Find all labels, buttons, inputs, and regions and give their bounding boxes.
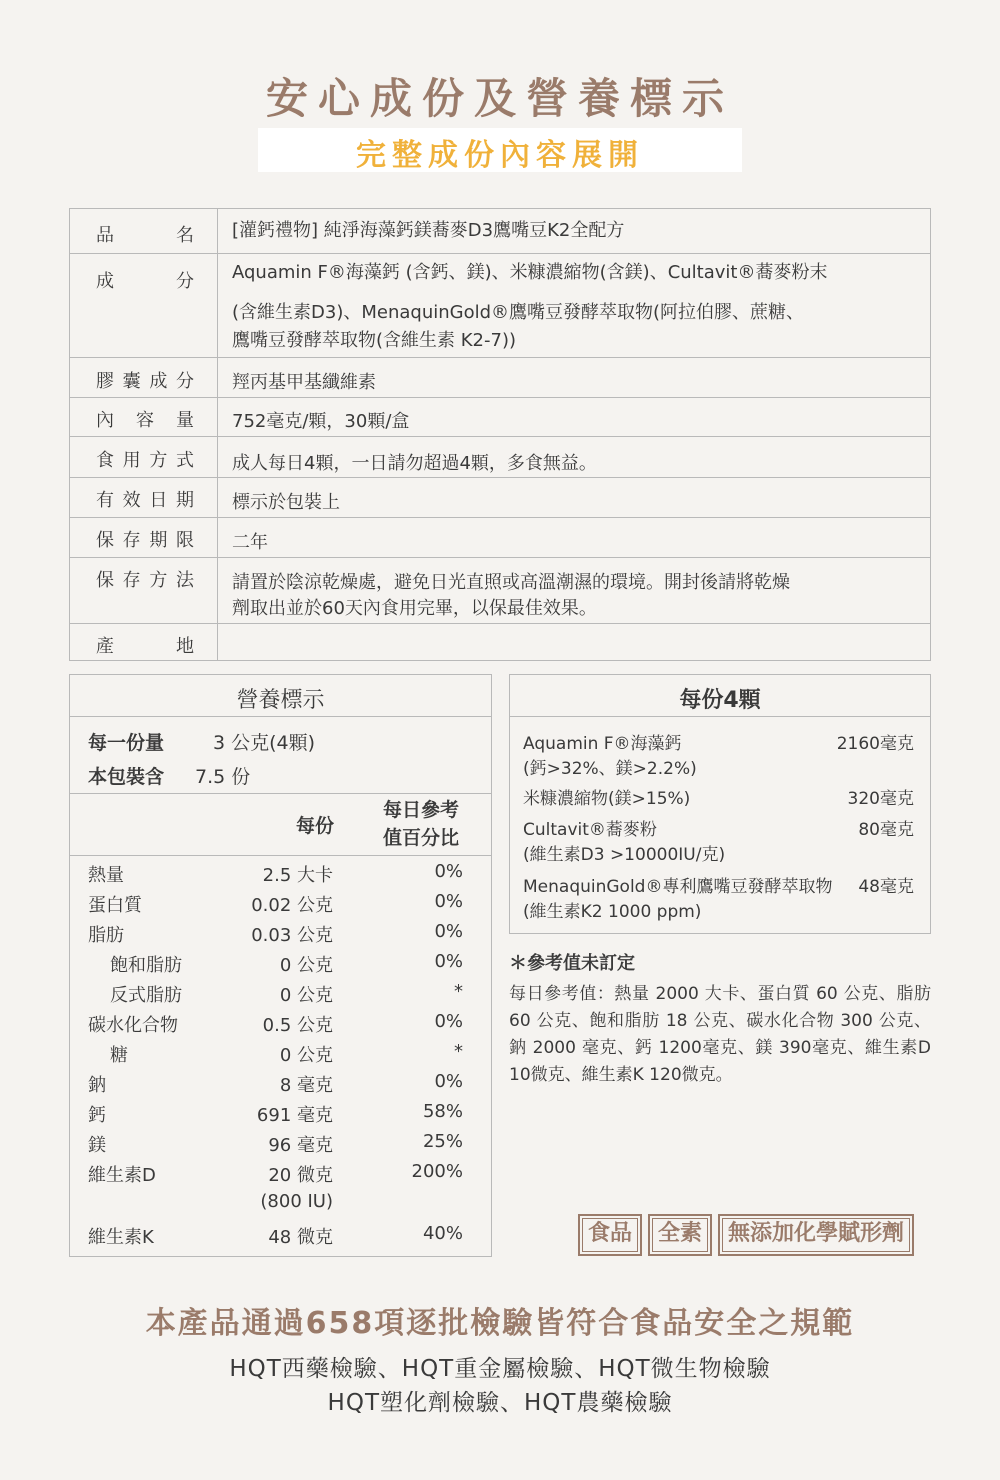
nutrient-pct: 200% xyxy=(411,1161,463,1182)
spec-divider xyxy=(217,209,218,660)
nutrient-name: 脂肪 xyxy=(88,925,124,946)
nutrient-value: 48 微克 xyxy=(268,1227,333,1248)
spec-value-expiry: 標示於包裝上 xyxy=(232,492,340,513)
servings-value: 7.5 份 xyxy=(195,766,251,788)
vegan-badge: 全素 xyxy=(648,1214,712,1256)
nutrient-name: 維生素D xyxy=(88,1165,156,1186)
serving-size-label: 每一份量 xyxy=(88,732,165,754)
nutrient-row xyxy=(70,921,491,951)
reference-note-title: ＊參考值未訂定 xyxy=(509,953,635,974)
col-per-serving: 每份 xyxy=(295,815,334,837)
nutrient-row xyxy=(70,1131,491,1161)
ingredient-amount: 48毫克 xyxy=(858,877,914,897)
ingredient-item xyxy=(523,787,918,812)
nutrient-name: 鈉 xyxy=(88,1075,106,1096)
nutrient-pct: 0% xyxy=(434,1071,463,1092)
ingredient-name: MenaquinGold®專利鷹嘴豆發酵萃取物 xyxy=(523,877,833,897)
nutrient-value: 0.03 公克 xyxy=(251,925,333,946)
reference-note-body: 每日參考值：熱量 2000 大卡、蛋白質 60 公克、脂肪 60 公克、飽和脂肪 18 公克、碳水化合物 300 公克、鈉 2000 毫克、鈣 1200毫克、鎂 390毫克、維生素D 10微克、維生素K 120微克。 xyxy=(509,984,931,1085)
ingredient-amount: 80毫克 xyxy=(858,820,914,840)
spec-label-capsule: 膠囊成分 xyxy=(96,371,194,392)
reference-note xyxy=(509,950,931,1089)
spec-label-shelf-life: 保存期限 xyxy=(96,530,194,551)
no-additive-badge: 無添加化學賦形劑 xyxy=(718,1214,914,1256)
spec-value-ingredients-2: (含維生素D3)、MenaquinGold®鷹嘴豆發酵萃取物(阿拉伯膠、蔗糖、 xyxy=(232,302,805,323)
nutrient-pct: 0% xyxy=(434,921,463,942)
nutrient-name: 糖 xyxy=(110,1045,128,1066)
nutrient-pct: * xyxy=(454,981,463,1002)
ingredient-name: Cultavit®蕎麥粉 xyxy=(523,820,657,840)
spec-value-storage-2: 劑取出並於60天內食用完畢，以保最佳效果。 xyxy=(232,598,597,619)
food-badge: 食品 xyxy=(578,1214,642,1256)
spec-value-usage: 成人每日4顆，一日請勿超過4顆，多食無益。 xyxy=(232,453,597,474)
nutrient-name: 維生素K xyxy=(88,1227,154,1248)
spec-label-storage: 保存方法 xyxy=(96,570,194,591)
nutrient-name: 鎂 xyxy=(88,1135,106,1156)
col-daily-value-1: 每日參考 xyxy=(382,799,459,821)
nutrient-row xyxy=(70,861,491,891)
nutrient-value: 8 毫克 xyxy=(279,1075,333,1096)
ingredient-name: 米糠濃縮物(鎂>15%) xyxy=(523,789,691,809)
spec-label-origin: 產地 xyxy=(96,636,194,657)
nutrient-row xyxy=(70,1071,491,1101)
ingredient-item xyxy=(523,875,918,925)
spec-table xyxy=(69,208,931,661)
nutrient-row xyxy=(70,951,491,981)
nutrition-table xyxy=(69,674,492,1257)
badge-group xyxy=(578,1214,914,1256)
nutrient-name: 飽和脂肪 xyxy=(110,955,182,976)
nutrient-value: 691 毫克 xyxy=(256,1105,333,1126)
nutrient-row xyxy=(70,1191,491,1221)
nutrient-value: 0 公克 xyxy=(279,985,333,1006)
ingredient-amount: 2160毫克 xyxy=(836,734,914,754)
nutrient-row xyxy=(70,981,491,1011)
nutrient-name: 反式脂肪 xyxy=(110,985,182,1006)
spec-value-name: [灌鈣禮物] 純淨海藻鈣鎂蕎麥D3鷹嘴豆K2全配方 xyxy=(232,220,625,241)
nutrient-pct: 40% xyxy=(422,1223,463,1244)
ingredient-detail: (鈣>32%、鎂>2.2%) xyxy=(523,759,697,779)
nutrition-title: 營養標示 xyxy=(236,688,325,713)
col-daily-value-2: 值百分比 xyxy=(382,827,459,849)
nutrient-value: 96 毫克 xyxy=(268,1135,333,1156)
spec-value-shelf-life: 二年 xyxy=(232,532,268,553)
nutrient-pct: * xyxy=(454,1041,463,1062)
nutrient-row xyxy=(70,1041,491,1071)
spec-label-usage: 食用方式 xyxy=(96,450,194,471)
nutrient-name: 熱量 xyxy=(88,865,124,886)
spec-label-name: 品名 xyxy=(96,225,194,246)
nutrient-value: 2.5 大卡 xyxy=(262,865,333,886)
servings-label: 本包裝含 xyxy=(88,766,165,788)
spec-value-storage-1: 請置於陰涼乾燥處，避免日光直照或高溫潮濕的環境。開封後請將乾燥 xyxy=(232,572,790,593)
spec-value-capsule: 羥丙基甲基纖維素 xyxy=(232,372,376,393)
nutrient-name: 蛋白質 xyxy=(88,895,142,916)
serving-size-value: 3 公克(4顆) xyxy=(213,732,316,754)
nutrient-row xyxy=(70,1011,491,1041)
nutrient-row xyxy=(70,1223,491,1253)
ingredient-item xyxy=(523,818,918,868)
spec-value-ingredients-1: Aquamin F®海藻鈣 (含鈣、鎂)、米糠濃縮物(含鎂)、Cultavit®蕎麥粉末 xyxy=(232,262,828,283)
nutrient-row xyxy=(70,1161,491,1191)
nutrient-pct: 58% xyxy=(422,1101,463,1122)
spec-label-ingredients: 成分 xyxy=(96,271,194,292)
spec-value-content: 752毫克/顆，30顆/盒 xyxy=(232,411,410,432)
nutrient-value: 0.5 公克 xyxy=(262,1015,333,1036)
page-title: 安心成份及營養標示 xyxy=(265,74,734,123)
nutrient-pct: 25% xyxy=(422,1131,463,1152)
ingredient-item xyxy=(523,732,918,782)
spec-value-ingredients-3: 鷹嘴豆發酵萃取物(含維生素 K2-7)) xyxy=(232,330,516,351)
nutrient-value: 0 公克 xyxy=(279,1045,333,1066)
nutrient-value: 0.02 公克 xyxy=(251,895,333,916)
footer-headline: 本產品通過658項逐批檢驗皆符合食品安全之規範 xyxy=(145,1306,855,1341)
ingredient-name: Aquamin F®海藻鈣 xyxy=(523,734,682,754)
nutrient-value: 0 公克 xyxy=(279,955,333,976)
nutrient-name: 鈣 xyxy=(88,1105,106,1126)
per-serving-title: 每份4顆 xyxy=(679,688,761,713)
nutrient-pct: 0% xyxy=(434,1011,463,1032)
footer-tests-line-2: HQT塑化劑檢驗、HQT農藥檢驗 xyxy=(327,1390,673,1416)
spec-label-content: 內容量 xyxy=(96,410,194,431)
nutrient-row xyxy=(70,1101,491,1131)
nutrient-pct: 0% xyxy=(434,891,463,912)
footer-tests-line-1: HQT西藥檢驗、HQT重金屬檢驗、HQT微生物檢驗 xyxy=(229,1356,771,1382)
per-serving-table xyxy=(509,674,931,934)
nutrient-row xyxy=(70,891,491,921)
nutrient-pct: 0% xyxy=(434,861,463,882)
nutrient-pct: 0% xyxy=(434,951,463,972)
ingredient-amount: 320毫克 xyxy=(847,789,914,809)
nutrient-value: (800 IU) xyxy=(260,1191,333,1212)
spec-label-expiry: 有效日期 xyxy=(96,490,194,511)
nutrient-value: 20 微克 xyxy=(268,1165,333,1186)
ingredient-detail: (維生素K2 1000 ppm) xyxy=(523,902,702,922)
page-subtitle: 完整成份內容展開 xyxy=(356,138,644,173)
ingredient-detail: (維生素D3 >10000IU/克) xyxy=(523,845,726,865)
nutrient-name: 碳水化合物 xyxy=(88,1015,178,1036)
